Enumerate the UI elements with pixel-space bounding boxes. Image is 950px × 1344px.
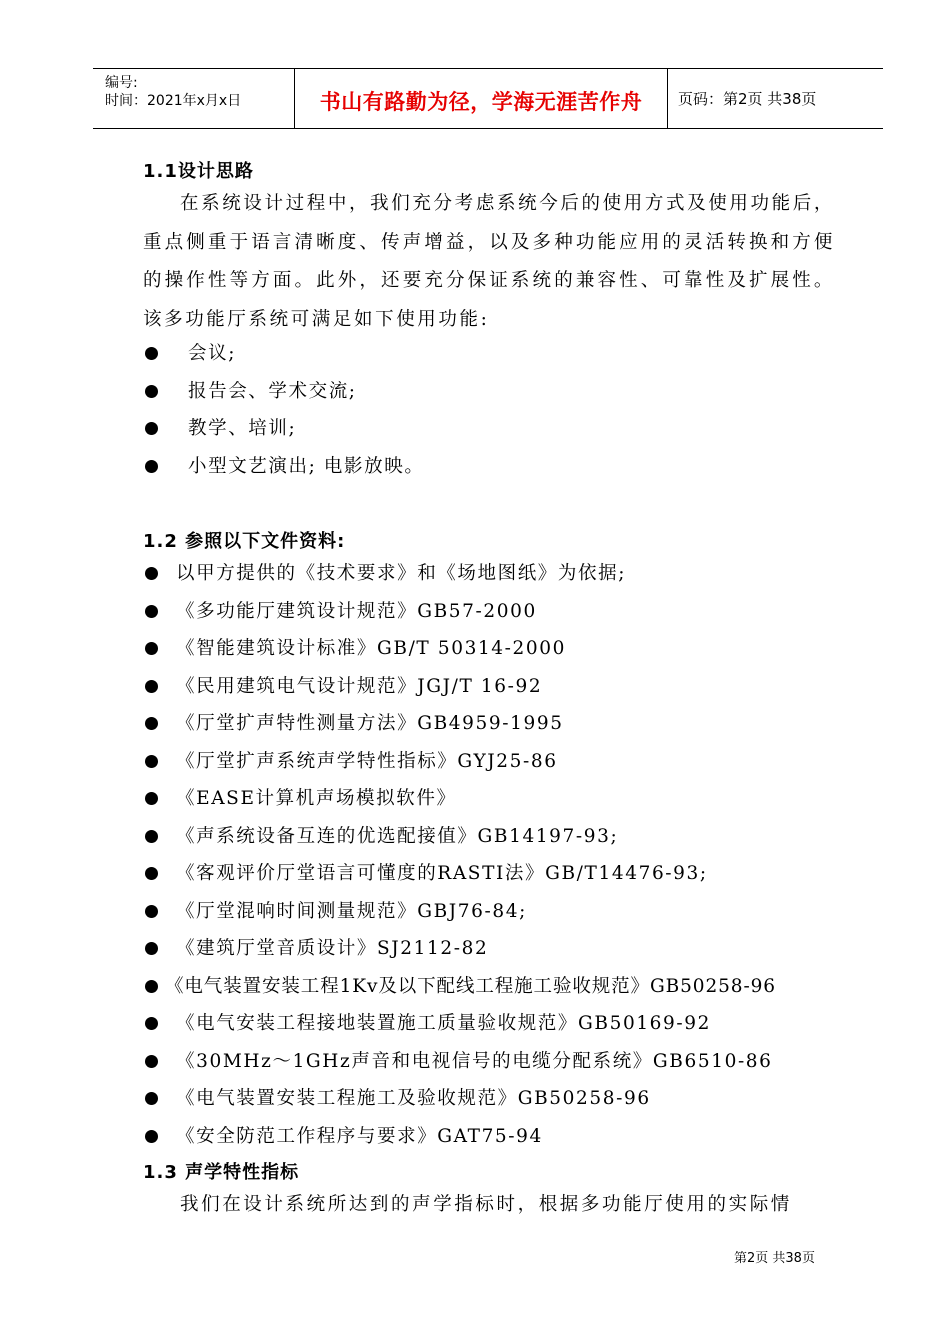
bullet-icon	[145, 867, 158, 880]
bullet-icon	[145, 755, 158, 768]
section-heading-1-3: 1.3 声学特性指标	[143, 1162, 300, 1183]
section-paragraph-1-3: 我们在设计系统所达到的声学指标时，根据多功能厅使用的实际情	[180, 1194, 792, 1215]
document-number-label: 编号:	[105, 75, 138, 91]
bullet-icon	[145, 905, 158, 918]
bullet-icon	[145, 567, 158, 580]
header-motto-cell	[295, 69, 668, 128]
bullet-icon	[145, 642, 158, 655]
section-heading-1-2: 1.2 参照以下文件资料:	[143, 531, 346, 552]
bullet-icon	[145, 792, 158, 805]
bullet-icon	[145, 717, 158, 730]
header-meta-cell	[93, 69, 295, 128]
bullet-icon	[145, 605, 158, 618]
bullet-icon	[145, 830, 158, 843]
bullet-icon	[145, 1130, 158, 1143]
bullet-icon	[145, 347, 158, 360]
bullet-icon	[145, 1092, 158, 1105]
header-page-cell	[668, 69, 883, 128]
bullet-icon	[145, 1017, 158, 1030]
bullet-icon	[145, 680, 158, 693]
bullet-icon	[145, 385, 158, 398]
page-header	[93, 68, 883, 129]
document-time-label: 时间：2021年x月x日	[105, 93, 242, 109]
header-page-info: 页码：第2页 共38页	[678, 90, 817, 108]
bullet-icon	[145, 980, 158, 993]
section-paragraph-1-1: 在系统设计过程中，我们充分考虑系统今后的使用方式及使用功能后，重点侧重于语言清晰度、传声增益，以及多种功能应用的灵活转换和方便的操作性等方面。此外，还要充分保证系统的兼容性、可靠性及扩展性。该多功能厅系统可满足如下使用功能:	[143, 193, 835, 330]
bullet-icon	[145, 422, 158, 435]
header-motto: 书山有路勤为径，学海无涯苦作舟	[319, 90, 643, 114]
page-footer: 第2页 共38页	[734, 1251, 815, 1266]
bullet-icon	[145, 460, 158, 473]
bullet-icon	[145, 942, 158, 955]
section-heading-1-1: 1.1设计思路	[143, 161, 254, 182]
bullet-icon	[145, 1055, 158, 1068]
